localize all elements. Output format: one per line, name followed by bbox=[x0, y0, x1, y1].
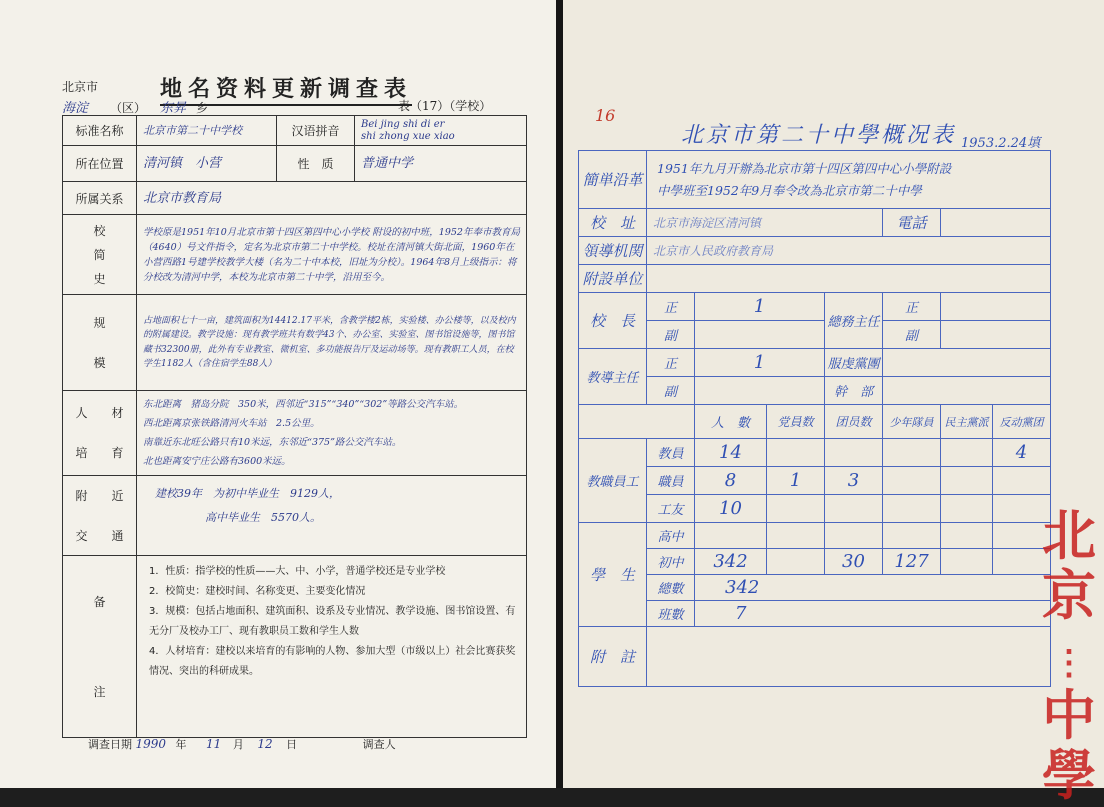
table-number: 表（17）（学校） bbox=[398, 99, 492, 113]
transport-line-2: 西北距离京张铁路清河火车站 2.5公里。 bbox=[143, 418, 320, 429]
header-blank bbox=[579, 405, 695, 439]
authority-value: 北京市人民政府教育局 bbox=[647, 237, 1051, 265]
deputy-fu-value bbox=[941, 321, 1051, 349]
transport-char-3: 交 bbox=[75, 528, 88, 543]
talent-line-1: 建校39年 为初中毕业生 9129人， bbox=[155, 487, 340, 500]
staff-cell bbox=[941, 495, 993, 523]
row-history bbox=[63, 215, 527, 295]
row-location bbox=[63, 146, 527, 182]
student-cell bbox=[695, 523, 767, 549]
remarks-label-2: 注 bbox=[93, 684, 106, 699]
deputy-zheng-value bbox=[941, 293, 1051, 321]
history-r-line-1: 1951年九月开辦為北京市第十四区第四中心小學附設 bbox=[657, 160, 952, 176]
history-label bbox=[63, 215, 137, 295]
remarks-r-value bbox=[647, 627, 1051, 687]
survey-table bbox=[62, 115, 527, 738]
remarks-value bbox=[137, 556, 527, 738]
district-suffix: （区） bbox=[110, 101, 147, 115]
class-label: 班數 bbox=[647, 601, 695, 627]
talent-char-2: 材 bbox=[111, 406, 124, 420]
cadre-value bbox=[883, 377, 1051, 405]
transport-char-4: 通 bbox=[111, 528, 124, 543]
talent-label-1 bbox=[63, 403, 136, 423]
principal-zheng-value: 1 bbox=[695, 293, 825, 321]
cadre-label: 幹 部 bbox=[825, 377, 883, 405]
student-cell bbox=[825, 523, 883, 549]
note-2: 2．校简史：建校时间、名称变更、主要变化情况 bbox=[149, 586, 366, 597]
note-3: 3．规模：包括占地面积、建筑面积、设系及专业情况、教学设施、图书馆设置、有无分厂及校办工厂、现有教职员工数和学生人数 bbox=[149, 606, 516, 637]
row-count-headers bbox=[579, 405, 1051, 439]
transport-label-1 bbox=[63, 486, 136, 506]
authority-label: 領導机関 bbox=[579, 237, 647, 265]
staff-cell bbox=[883, 467, 941, 495]
student-cell bbox=[941, 549, 993, 575]
student-row bbox=[579, 549, 1051, 575]
dean-zheng-label: 正 bbox=[647, 349, 695, 377]
date-year: 1990 bbox=[135, 737, 167, 751]
row-dean-fu bbox=[579, 377, 1051, 405]
student-cell bbox=[941, 523, 993, 549]
student-cell bbox=[767, 523, 825, 549]
row-remarks-r bbox=[579, 627, 1051, 687]
overview-table bbox=[578, 150, 1051, 687]
staff-row-label: 教員 bbox=[647, 439, 695, 467]
row-scale bbox=[63, 295, 527, 391]
deputy-fu-label: 副 bbox=[883, 321, 941, 349]
township-value: 东昇 bbox=[160, 101, 187, 116]
staff-cell bbox=[767, 439, 825, 467]
fill-date: 1953.2.24填 bbox=[961, 136, 1041, 151]
talent-char-4: 育 bbox=[111, 446, 124, 460]
header-league: 团员数 bbox=[825, 405, 883, 439]
staff-cell bbox=[941, 439, 993, 467]
scale-label bbox=[63, 295, 137, 391]
header-count: 人 數 bbox=[695, 405, 767, 439]
affiliation-value: 北京市教育局 bbox=[137, 182, 527, 215]
principal-fu-label: 副 bbox=[647, 321, 695, 349]
survey-date-line bbox=[88, 736, 396, 752]
row-address bbox=[579, 209, 1051, 237]
note-1: 1．性质：指学校的性质——大、中、小学，普通学校还是专业学校 bbox=[149, 566, 446, 577]
talent-value bbox=[137, 476, 527, 556]
student-cell bbox=[883, 523, 941, 549]
date-day-unit: 日 bbox=[286, 738, 298, 751]
total-value: 342 bbox=[695, 575, 1051, 601]
party-value bbox=[883, 349, 1051, 377]
district-field bbox=[62, 97, 146, 116]
row-remarks bbox=[63, 556, 527, 738]
principal-fu-value bbox=[695, 321, 825, 349]
pinyin-line-2: shi zhong xue xiao bbox=[361, 130, 455, 142]
student-row-label: 高中 bbox=[647, 523, 695, 549]
nature-value: 普通中学 bbox=[355, 146, 527, 182]
transport-char-2: 近 bbox=[111, 488, 124, 503]
staff-cell bbox=[825, 439, 883, 467]
date-month: 11 bbox=[206, 737, 222, 751]
row-authority bbox=[579, 237, 1051, 265]
staff-cell: 14 bbox=[695, 439, 767, 467]
right-document-page bbox=[563, 0, 1104, 788]
student-cell: 127 bbox=[883, 549, 941, 575]
remarks-label bbox=[63, 556, 137, 738]
phone-label: 電話 bbox=[883, 209, 941, 237]
staff-cell: 10 bbox=[695, 495, 767, 523]
transport-label-2 bbox=[63, 526, 136, 546]
history-label-1: 校 bbox=[93, 223, 106, 238]
row-total bbox=[579, 575, 1051, 601]
talent-char-1: 人 bbox=[75, 406, 88, 420]
header-democratic: 民主黨派 bbox=[941, 405, 993, 439]
std-name-value: 北京市第二十中学校 bbox=[137, 116, 277, 146]
history-label-2: 简 bbox=[93, 247, 106, 262]
row-std-name bbox=[63, 116, 527, 146]
talent-label-2 bbox=[63, 443, 136, 463]
talent-char-3: 培 bbox=[75, 446, 88, 460]
student-row-label: 初中 bbox=[647, 549, 695, 575]
dean-fu-label: 副 bbox=[647, 377, 695, 405]
row-dean-zheng bbox=[579, 349, 1051, 377]
pinyin-value bbox=[355, 116, 527, 146]
deputy-zheng-label: 正 bbox=[883, 293, 941, 321]
party-label: 服虔黨團 bbox=[825, 349, 883, 377]
affiliation-label: 所属关系 bbox=[63, 182, 137, 215]
history-label-3: 史 bbox=[93, 271, 106, 286]
remarks-r-label: 附 註 bbox=[579, 627, 647, 687]
staff-cell bbox=[883, 495, 941, 523]
transport-label bbox=[63, 476, 137, 556]
total-label: 總數 bbox=[647, 575, 695, 601]
staff-row bbox=[579, 467, 1051, 495]
row-affiliation bbox=[63, 182, 527, 215]
row-history-r bbox=[579, 151, 1051, 209]
staff-row bbox=[579, 495, 1051, 523]
transport-line-1: 东北距离 猪岛分院 350米，西邻近“315”“340”“302”等路公交汽车站。 bbox=[143, 399, 464, 410]
talent-line-2: 高中毕业生 5570人。 bbox=[205, 511, 321, 524]
row-principal-zheng bbox=[579, 293, 1051, 321]
phone-value bbox=[941, 209, 1051, 237]
staff-row bbox=[579, 439, 1051, 467]
history-r-value bbox=[647, 151, 1051, 209]
red-seal-stamp: 北 京 ⋮ 中 學 bbox=[1042, 503, 1096, 807]
staff-cell: 3 bbox=[825, 467, 883, 495]
township-field bbox=[160, 97, 208, 116]
form-title: 地名资料更新调查表 bbox=[160, 72, 412, 106]
left-document-page bbox=[0, 0, 556, 788]
history-r-line-2: 中學班至1952年9月奉令改為北京市第二十中學 bbox=[657, 182, 922, 198]
nature-label: 性 质 bbox=[277, 146, 355, 182]
students-label: 學 生 bbox=[579, 523, 647, 627]
std-name-label: 标准名称 bbox=[63, 116, 137, 146]
location-value: 清河镇 小营 bbox=[137, 146, 277, 182]
address-value: 北京市海淀区清河镇 bbox=[647, 209, 883, 237]
dean-fu-value bbox=[695, 377, 825, 405]
staff-cell bbox=[993, 467, 1051, 495]
staff-cell bbox=[825, 495, 883, 523]
student-cell bbox=[767, 549, 825, 575]
row-transport bbox=[63, 391, 527, 476]
student-cell: 30 bbox=[825, 549, 883, 575]
scale-value: 占地面积七十一亩，建筑面积为14412.17平米，含教学楼2栋，实验楼、办公楼等，以及校内的附属建设。教学设施：现有教学班共有数学43个、办公室、实验室、图书馆设施等，图书馆藏书32300册，此外有专业教室、微机室、多功能报告厅及运动场等。现有教职工人员，在校学生1182人（含住宿学生88人） bbox=[137, 295, 527, 391]
staff-row-label: 工友 bbox=[647, 495, 695, 523]
staff-cell: 1 bbox=[767, 467, 825, 495]
history-value: 学校原是1951年10月北京市第十四区第四中心小学校 附设的初中班，1952年奉市教育局（4640）号文件指令，定名为北京市第二十中学校。校址在清河镇大街北面，1960年在小营西路1号建学校教学大楼（名为二十中本校，旧址为分校）。1964年8月上级指示：将分校改为清河中学，本校为北京市第二十中学，沿用至今。 bbox=[137, 215, 527, 295]
township-suffix: 乡 bbox=[196, 101, 209, 115]
district-value: 海淀 bbox=[62, 101, 89, 116]
talent-label bbox=[63, 391, 137, 476]
transport-value bbox=[137, 391, 527, 476]
dean-zheng-value: 1 bbox=[695, 349, 825, 377]
affiliated-label: 附設单位 bbox=[579, 265, 647, 293]
header-party: 党員数 bbox=[767, 405, 825, 439]
student-cell: 342 bbox=[695, 549, 767, 575]
staff-row-label: 職員 bbox=[647, 467, 695, 495]
principal-zheng-label: 正 bbox=[647, 293, 695, 321]
student-row bbox=[579, 523, 1051, 549]
staff-cell bbox=[767, 495, 825, 523]
history-r-label: 簡単沿革 bbox=[579, 151, 647, 209]
date-year-unit: 年 bbox=[175, 738, 187, 751]
date-day: 12 bbox=[257, 737, 273, 751]
header-pioneer: 少年隊員 bbox=[883, 405, 941, 439]
staff-label: 教職員工 bbox=[579, 439, 647, 523]
affiliated-value bbox=[647, 265, 1051, 293]
staff-cell bbox=[941, 467, 993, 495]
header-city: 北京市 bbox=[62, 80, 99, 94]
row-talent bbox=[63, 476, 527, 556]
scale-label-2: 模 bbox=[93, 355, 106, 370]
pinyin-line-1: Bei jing shi di er bbox=[361, 118, 445, 130]
pinyin-label: 汉语拼音 bbox=[277, 116, 355, 146]
date-label: 调查日期 bbox=[88, 738, 132, 751]
location-label: 所在位置 bbox=[63, 146, 137, 182]
staff-cell: 4 bbox=[993, 439, 1051, 467]
dean-label: 教導主任 bbox=[579, 349, 647, 405]
transport-line-4: 北也距离安宁庄公路有3600米远。 bbox=[143, 456, 291, 467]
deputy-label: 總務主任 bbox=[825, 293, 883, 349]
page-gutter bbox=[556, 0, 563, 788]
note-4: 4．人材培育：建校以来培育的有影响的人物、参加大型（市级以上）社会比赛获奖情况、突出的科研成果。 bbox=[149, 646, 516, 677]
address-label: 校 址 bbox=[579, 209, 647, 237]
page-number: 16 bbox=[595, 106, 616, 125]
overview-title: 北京市第二十中學概况表 bbox=[681, 123, 957, 148]
surveyor-label: 调查人 bbox=[362, 738, 396, 751]
transport-char-1: 附 bbox=[75, 488, 88, 503]
scale-label-1: 规 bbox=[93, 315, 106, 330]
staff-cell bbox=[883, 439, 941, 467]
principal-label: 校 長 bbox=[579, 293, 647, 349]
staff-cell: 8 bbox=[695, 467, 767, 495]
header-reactionary: 反动黨团 bbox=[993, 405, 1051, 439]
row-classes bbox=[579, 601, 1051, 627]
date-month-unit: 月 bbox=[232, 738, 244, 751]
class-value: 7 bbox=[695, 601, 1051, 627]
remarks-label-1: 备 bbox=[93, 594, 106, 609]
transport-line-3: 南靠近东北旺公路只有10米远，东邻近“375”路公交汽车站。 bbox=[143, 437, 402, 448]
row-principal-fu bbox=[579, 321, 1051, 349]
row-affiliated bbox=[579, 265, 1051, 293]
